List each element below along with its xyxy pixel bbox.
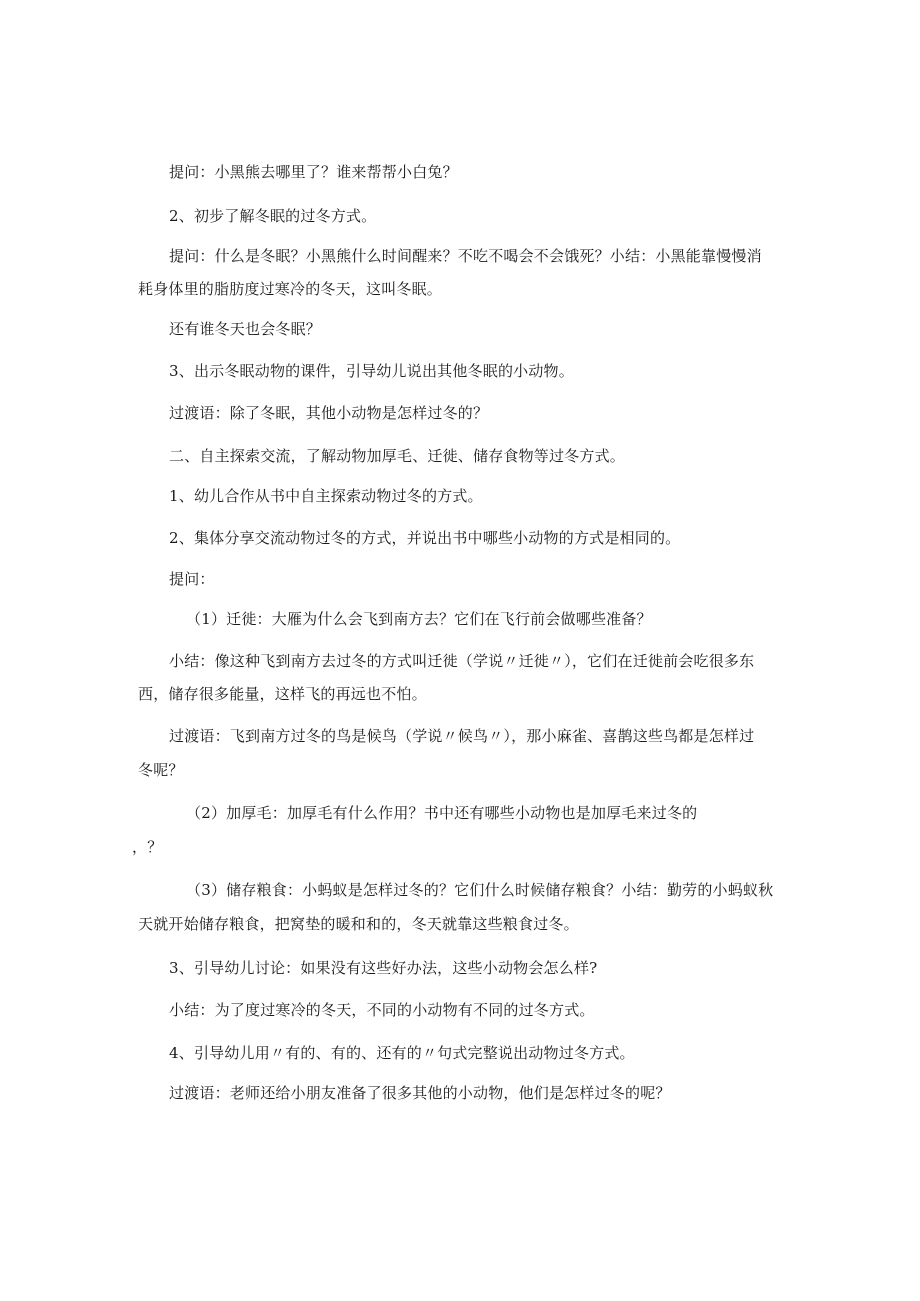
text-line: 2、集体分享交流动物过冬的方式，并说出书中哪些小动物的方式是相同的。	[169, 529, 681, 547]
text-line: 2、初步了解冬眠的过冬方式。	[169, 207, 377, 225]
text-line: 耗身体里的脂肪度过寒冷的冬天，这叫冬眠。	[138, 280, 443, 298]
text-line: 小结：为了度过寒冷的冬天，不同的小动物有不同的过冬方式。	[169, 1001, 595, 1019]
text-line: 过渡语：飞到南方过冬的鸟是候鸟（学说〃候鸟〃），那小麻雀、喜鹊这些鸟都是怎样过	[169, 727, 755, 745]
text-line: ，？	[132, 838, 163, 856]
text-line: 过渡语：除了冬眠，其他小动物是怎样过冬的？	[169, 404, 489, 422]
text-line: 还有谁冬天也会冬眠？	[169, 320, 322, 338]
text-line: 提问：小黑熊去哪里了？谁来帮帮小白兔？	[169, 163, 458, 181]
text-line: 冬呢？	[138, 761, 184, 779]
text-line: 西，储存很多能量，这样飞的再远也不怕。	[138, 685, 427, 703]
text-line: 1、幼儿合作从书中自主探索动物过冬的方式。	[169, 487, 483, 505]
text-line: 3、引导幼儿讨论：如果没有这些好办法，这些小动物会怎么样?	[169, 959, 598, 977]
text-line: （3）储存粮食：小蚂蚁是怎样过冬的？它们什么时候储存粮食？小结：勤劳的小蚂蚁秋	[186, 881, 774, 899]
text-line: 过渡语：老师还给小朋友准备了很多其他的小动物，他们是怎样过冬的呢？	[169, 1084, 671, 1102]
text-line: 小结：像这种飞到南方去过冬的方式叫迁徙（学说〃迁徙〃），它们在迁徙前会吃很多东	[169, 652, 755, 670]
text-line: 天就开始储存粮食，把窝垫的暖和和的，冬天就靠这些粮食过冬。	[138, 915, 579, 933]
text-line: 3、出示冬眠动物的课件，引导幼儿说出其他冬眠的小动物。	[169, 362, 574, 380]
text-line: 提问：什么是冬眠？小黑熊什么时间醒来？不吃不喝会不会饿死？小结：小黑能靠慢慢消	[169, 247, 762, 265]
text-line: （2）加厚毛：加厚毛有什么作用？书中还有哪些小动物也是加厚毛来过冬的	[186, 804, 698, 822]
text-line: 二、自主探索交流，了解动物加厚毛、迁徙、储存食物等过冬方式。	[169, 447, 626, 465]
text-line: 提问：	[169, 570, 215, 588]
text-line: （1）迁徙：大雁为什么会飞到南方去？它们在飞行前会做哪些准备？	[186, 610, 652, 628]
text-line: 4、引导幼儿用〃有的、有的、还有的〃句式完整说出动物过冬方式。	[169, 1044, 635, 1062]
